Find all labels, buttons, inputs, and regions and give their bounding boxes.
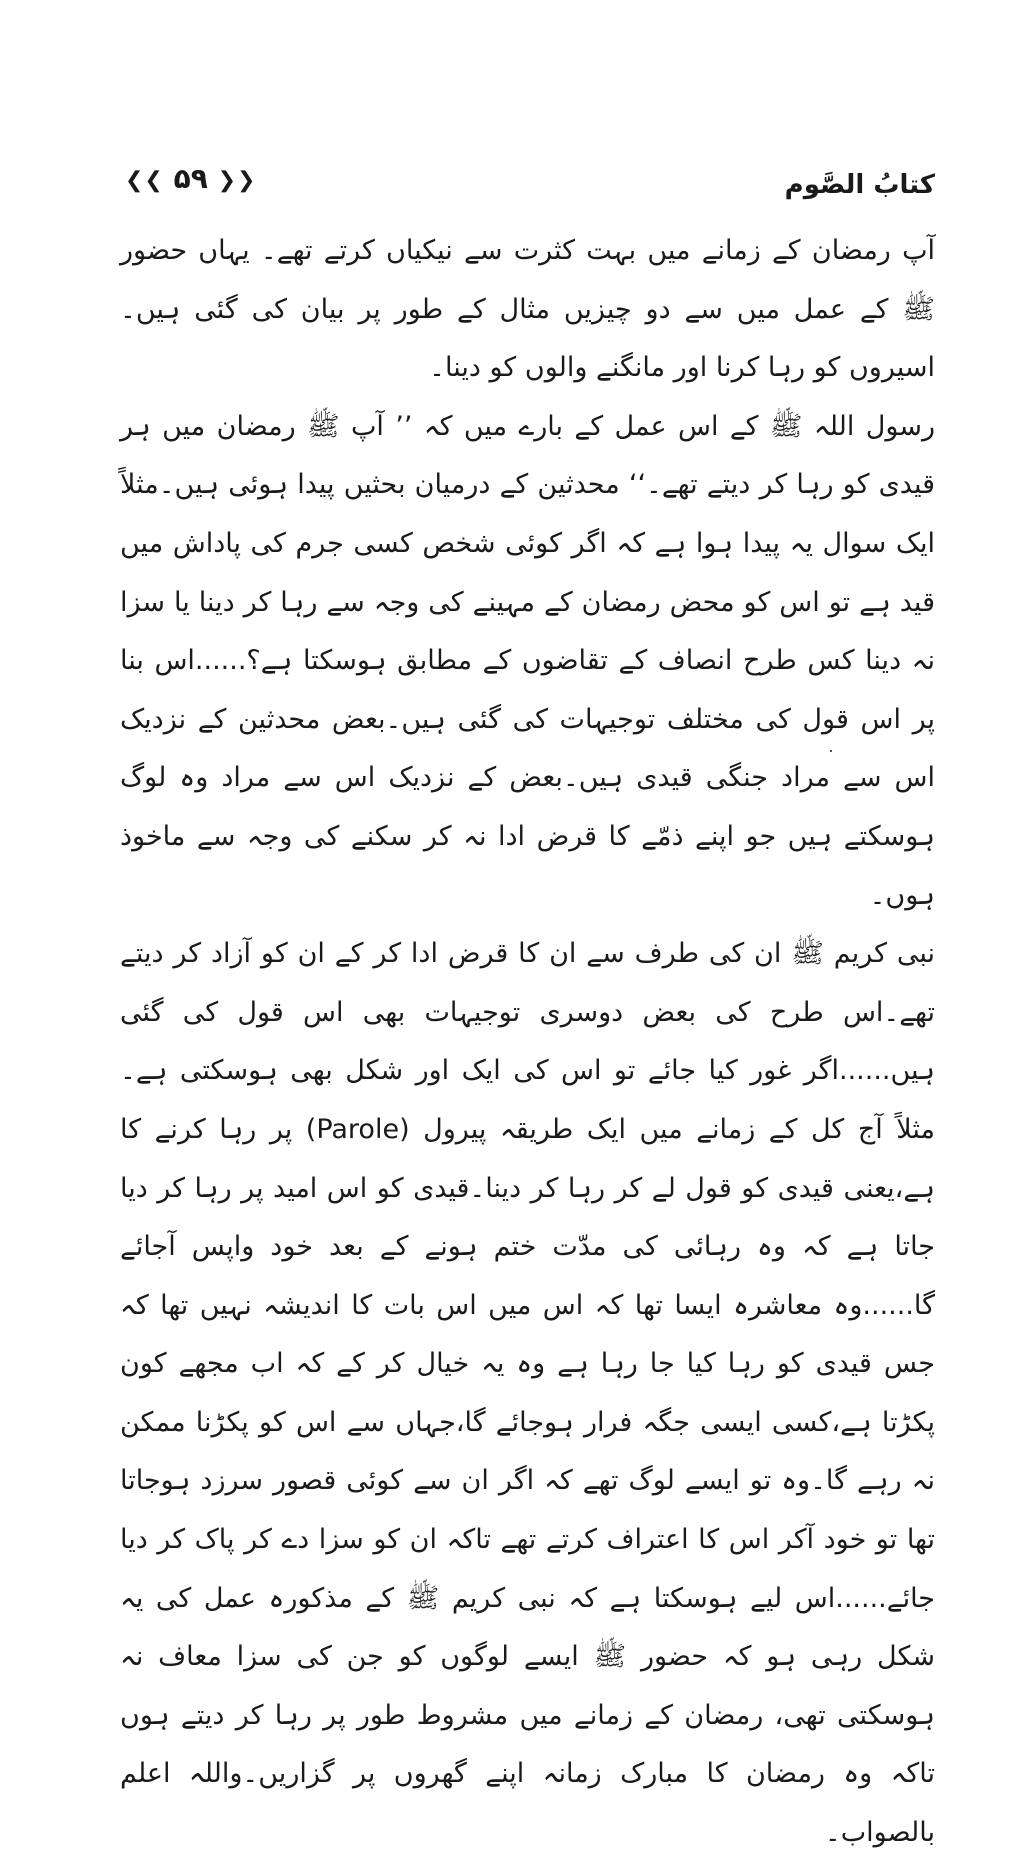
body-text — [120, 222, 935, 1863]
ornament-left-icon: ❮❮ — [125, 167, 164, 193]
page-number: ۵۹ — [173, 162, 208, 195]
paragraph-1: آپ رمضان کے زمانے میں بہت کثرت سے نیکیاں کرتے تھے۔ یہاں حضور ﷺ کے عمل میں سے دو چیزیں مثال کے طور پر بیان کی گئی ہیں۔اسیروں کو رہا کرنا اور مانگنے والوں کو دینا۔ — [120, 235, 935, 384]
paragraph-3: نبی کریم ﷺ ان کی طرف سے ان کا قرض ادا کر کے ان کو آزاد کر دیتے تھے۔اس طرح کی بعض دوسری توجیہات بھی اس قول کی گئی ہیں......اگر غور کیا جائے تو اس کی ایک اور شکل بھی ہوسکتی ہے۔ مثلاً آج کل کے زمانے میں ایک طریقہ پیرول (Parole) پر رہا کرنے کا ہے،یعنی قیدی کو قول لے کر رہا کر دینا۔قیدی کو اس امید پر رہا کر دیا جاتا ہے کہ وہ رہائی کی مدّت ختم ہونے کے بعد خود واپس آجائے گا......وہ معاشرہ ایسا تھا کہ اس میں اس بات کا اندیشہ نہیں تھا کہ جس قیدی کو رہا کیا جا رہا ہے وہ یہ خیال کر کے کہ اب مجھے کون پکڑتا ہے،کسی ایسی جگہ فرار ہوجائے گا،جہاں سے اس کو پکڑنا ممکن نہ رہے گا۔وہ تو ایسے لوگ تھے کہ اگر ان سے کوئی قصور سرزد ہوجاتا تھا تو خود آکر اس کا اعتراف کرتے تھے تاکہ ان کو سزا دے کر پاک کر دیا جائے......اس لیے ہوسکتا ہے کہ نبی کریم ﷺ کے مذکورہ عمل کی یہ شکل رہی ہو کہ حضور ﷺ ایسے لوگوں کو جن کی سزا معاف نہ ہوسکتی تھی، رمضان کے زمانے میں مشروط طور پر رہا کر دیتے ہوں تاکہ وہ رمضان کا مبارک زمانہ اپنے گھروں پر گزاریں۔واللہ اعلم بالصواب۔ — [120, 938, 935, 1849]
ornament-right-icon: ❯❯ — [217, 167, 257, 193]
page-header — [125, 160, 935, 210]
page-number-block — [125, 162, 256, 195]
paragraph-2: رسول اللہ ﷺ کے اس عمل کے بارے میں کہ ’’ آپ ﷺ رمضان میں ہر قیدی کو رہا کر دیتے تھے۔‘‘ محدثین کے درمیان بحثیں پیدا ہوئی ہیں۔مثلاً ایک سوال یہ پیدا ہوا ہے کہ اگر کوئی شخص کسی جرم کی پاداش میں قید ہے تو اس کو محض رمضان کے مہینے کی وجہ سے رہا کر دینا یا سزا نہ دینا کس طرح انصاف کے تقاضوں کے مطابق ہوسکتا ہے؟......اس بنا پر اس قول کی مختلف توجیہات کی گئی ہیں۔بعض محدثین کے نزدیک اس سے مراد جنگی قیدی ہیں۔بعض کے نزدیک اس سے مراد وہ لوگ ہوسکتے ہیں جو اپنے ذمّے کا قرض ادا نہ کر سکنے کی وجہ سے ماخوذ ہوں۔ — [120, 410, 935, 911]
scan-speck — [830, 750, 832, 752]
book-title: کتابُ الصَّوم — [784, 170, 935, 200]
